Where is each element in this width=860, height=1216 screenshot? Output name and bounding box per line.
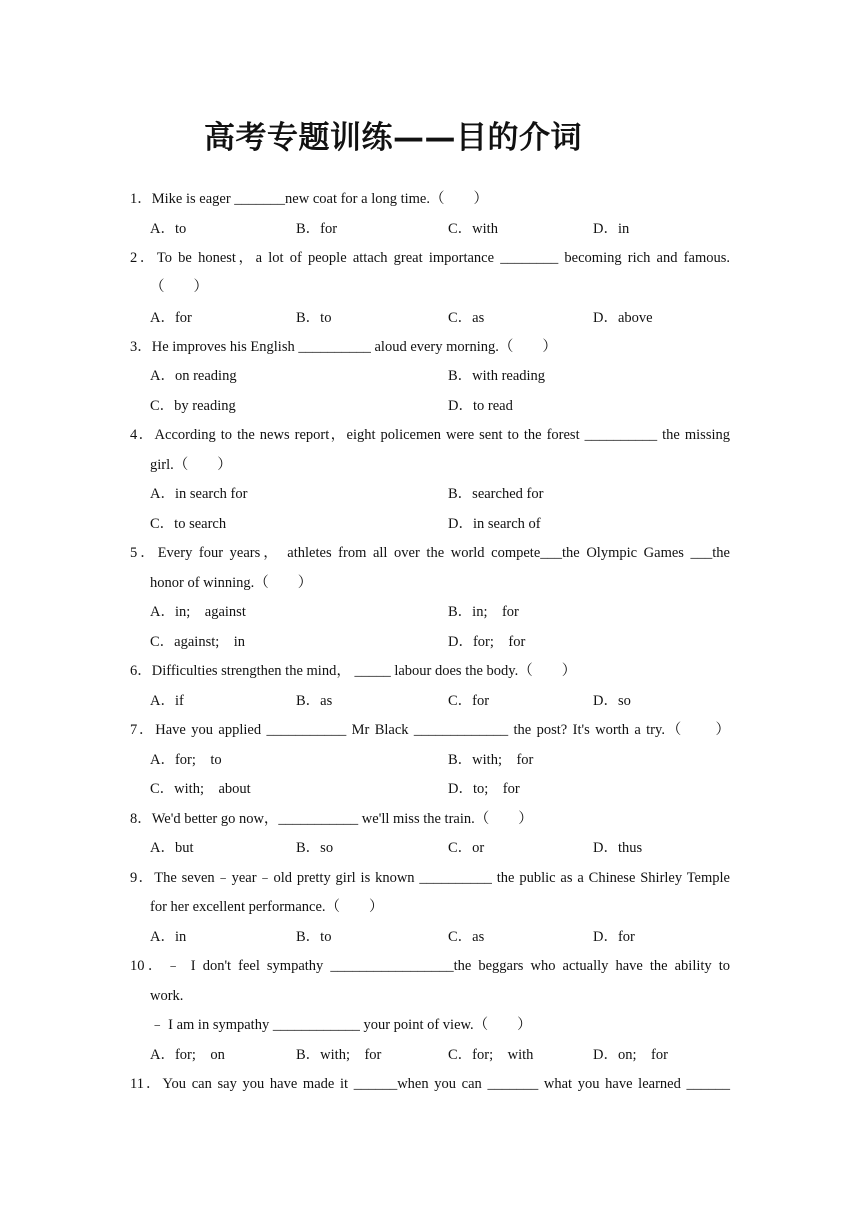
q6-option-a: A．if — [150, 693, 184, 709]
question-11-text: 11．You can say you have made it ______when you can _______ what you have learned ______ — [130, 1076, 730, 1092]
q4-option-d: D．in search of — [448, 516, 541, 532]
q1-option-a: A．to — [150, 221, 187, 237]
q6-option-d: D．so — [593, 693, 631, 709]
q9-option-d: D．for — [593, 929, 635, 945]
question-9-text-cont: for her excellent performance.（ ） — [150, 899, 384, 915]
q7-option-a: A．for; to — [150, 752, 222, 768]
q10-option-d: D．on; for — [593, 1047, 668, 1063]
question-3-text: 3．He improves his English __________ aloud every morning.（ ） — [130, 339, 557, 355]
q8-option-d: D．thus — [593, 840, 643, 856]
q3-option-d: D．to read — [448, 398, 513, 414]
q9-option-b: B．to — [296, 929, 332, 945]
question-5-text: 5．Every four years， athletes from all over the world compete___the Olympic Games ___the — [130, 545, 730, 561]
q3-option-b: B．with reading — [448, 368, 546, 384]
q3-option-c: C．by reading — [150, 398, 236, 414]
question-2-text-cont: （ ） — [150, 279, 208, 295]
q8-option-b: B．so — [296, 840, 334, 856]
q2-option-c: C．as — [448, 310, 485, 326]
question-7-text: 7．Have you applied ___________ Mr Black _____________ the post? It's worth a try.（ ） — [130, 722, 730, 738]
q6-option-c: C．for — [448, 693, 490, 709]
q8-option-c: C．or — [448, 840, 485, 856]
q1-option-d: D．in — [593, 221, 630, 237]
q3-option-a: A．on reading — [150, 368, 237, 384]
question-5-text-cont: honor of winning.（ ） — [150, 575, 313, 591]
q1-option-c: C．with — [448, 221, 498, 237]
question-4-text: 4．According to the news report，eight policemen were sent to the forest __________ the missing — [130, 427, 730, 443]
q5-option-b: B．in; for — [448, 604, 519, 620]
q2-option-b: B．to — [296, 310, 332, 326]
q5-option-a: A．in; against — [150, 604, 246, 620]
q5-option-c: C．against; in — [150, 634, 246, 650]
q9-option-a: A．in — [150, 929, 187, 945]
document-title: 高考专题训练——目的介词 — [204, 120, 582, 156]
question-6-text: 6．Difficulties strengthen the mind， _____ labour does the body.（ ） — [130, 663, 577, 679]
question-10-text-reply: ﹣ I am in sympathy ____________ your point of view.（ ） — [150, 1017, 532, 1033]
question-4-text-cont: girl.（ ） — [150, 457, 232, 473]
question-1-text: 1．Mike is eager _______new coat for a long time.（ ） — [130, 191, 488, 207]
q8-option-a: A．but — [150, 840, 194, 856]
q9-option-c: C．as — [448, 929, 485, 945]
q2-option-d: D．above — [593, 310, 653, 326]
q2-option-a: A．for — [150, 310, 192, 326]
q5-option-d: D．for; for — [448, 634, 526, 650]
q7-option-c: C．with; about — [150, 781, 251, 797]
q7-option-d: D．to; for — [448, 781, 520, 797]
question-10-text-cont: work. — [150, 988, 184, 1004]
question-8-text: 8．We'd better go now，___________ we'll miss the train.（ ） — [130, 811, 533, 827]
question-2-text: 2．To be honest，a lot of people attach great importance ________ becoming rich and famous. — [130, 250, 730, 266]
q7-option-b: B．with; for — [448, 752, 534, 768]
q1-option-b: B．for — [296, 221, 338, 237]
question-10-text: 10．﹣ I don't feel sympathy _________________the beggars who actually have the ability to — [130, 958, 730, 974]
q4-option-c: C．to search — [150, 516, 227, 532]
q4-option-a: A．in search for — [150, 486, 248, 502]
q10-option-c: C．for; with — [448, 1047, 534, 1063]
question-9-text: 9．The seven﹣year﹣old pretty girl is known __________ the public as a Chinese Shirley Temple — [130, 870, 730, 886]
q10-option-a: A．for; on — [150, 1047, 225, 1063]
q10-option-b: B．with; for — [296, 1047, 382, 1063]
q6-option-b: B．as — [296, 693, 333, 709]
q4-option-b: B．searched for — [448, 486, 544, 502]
